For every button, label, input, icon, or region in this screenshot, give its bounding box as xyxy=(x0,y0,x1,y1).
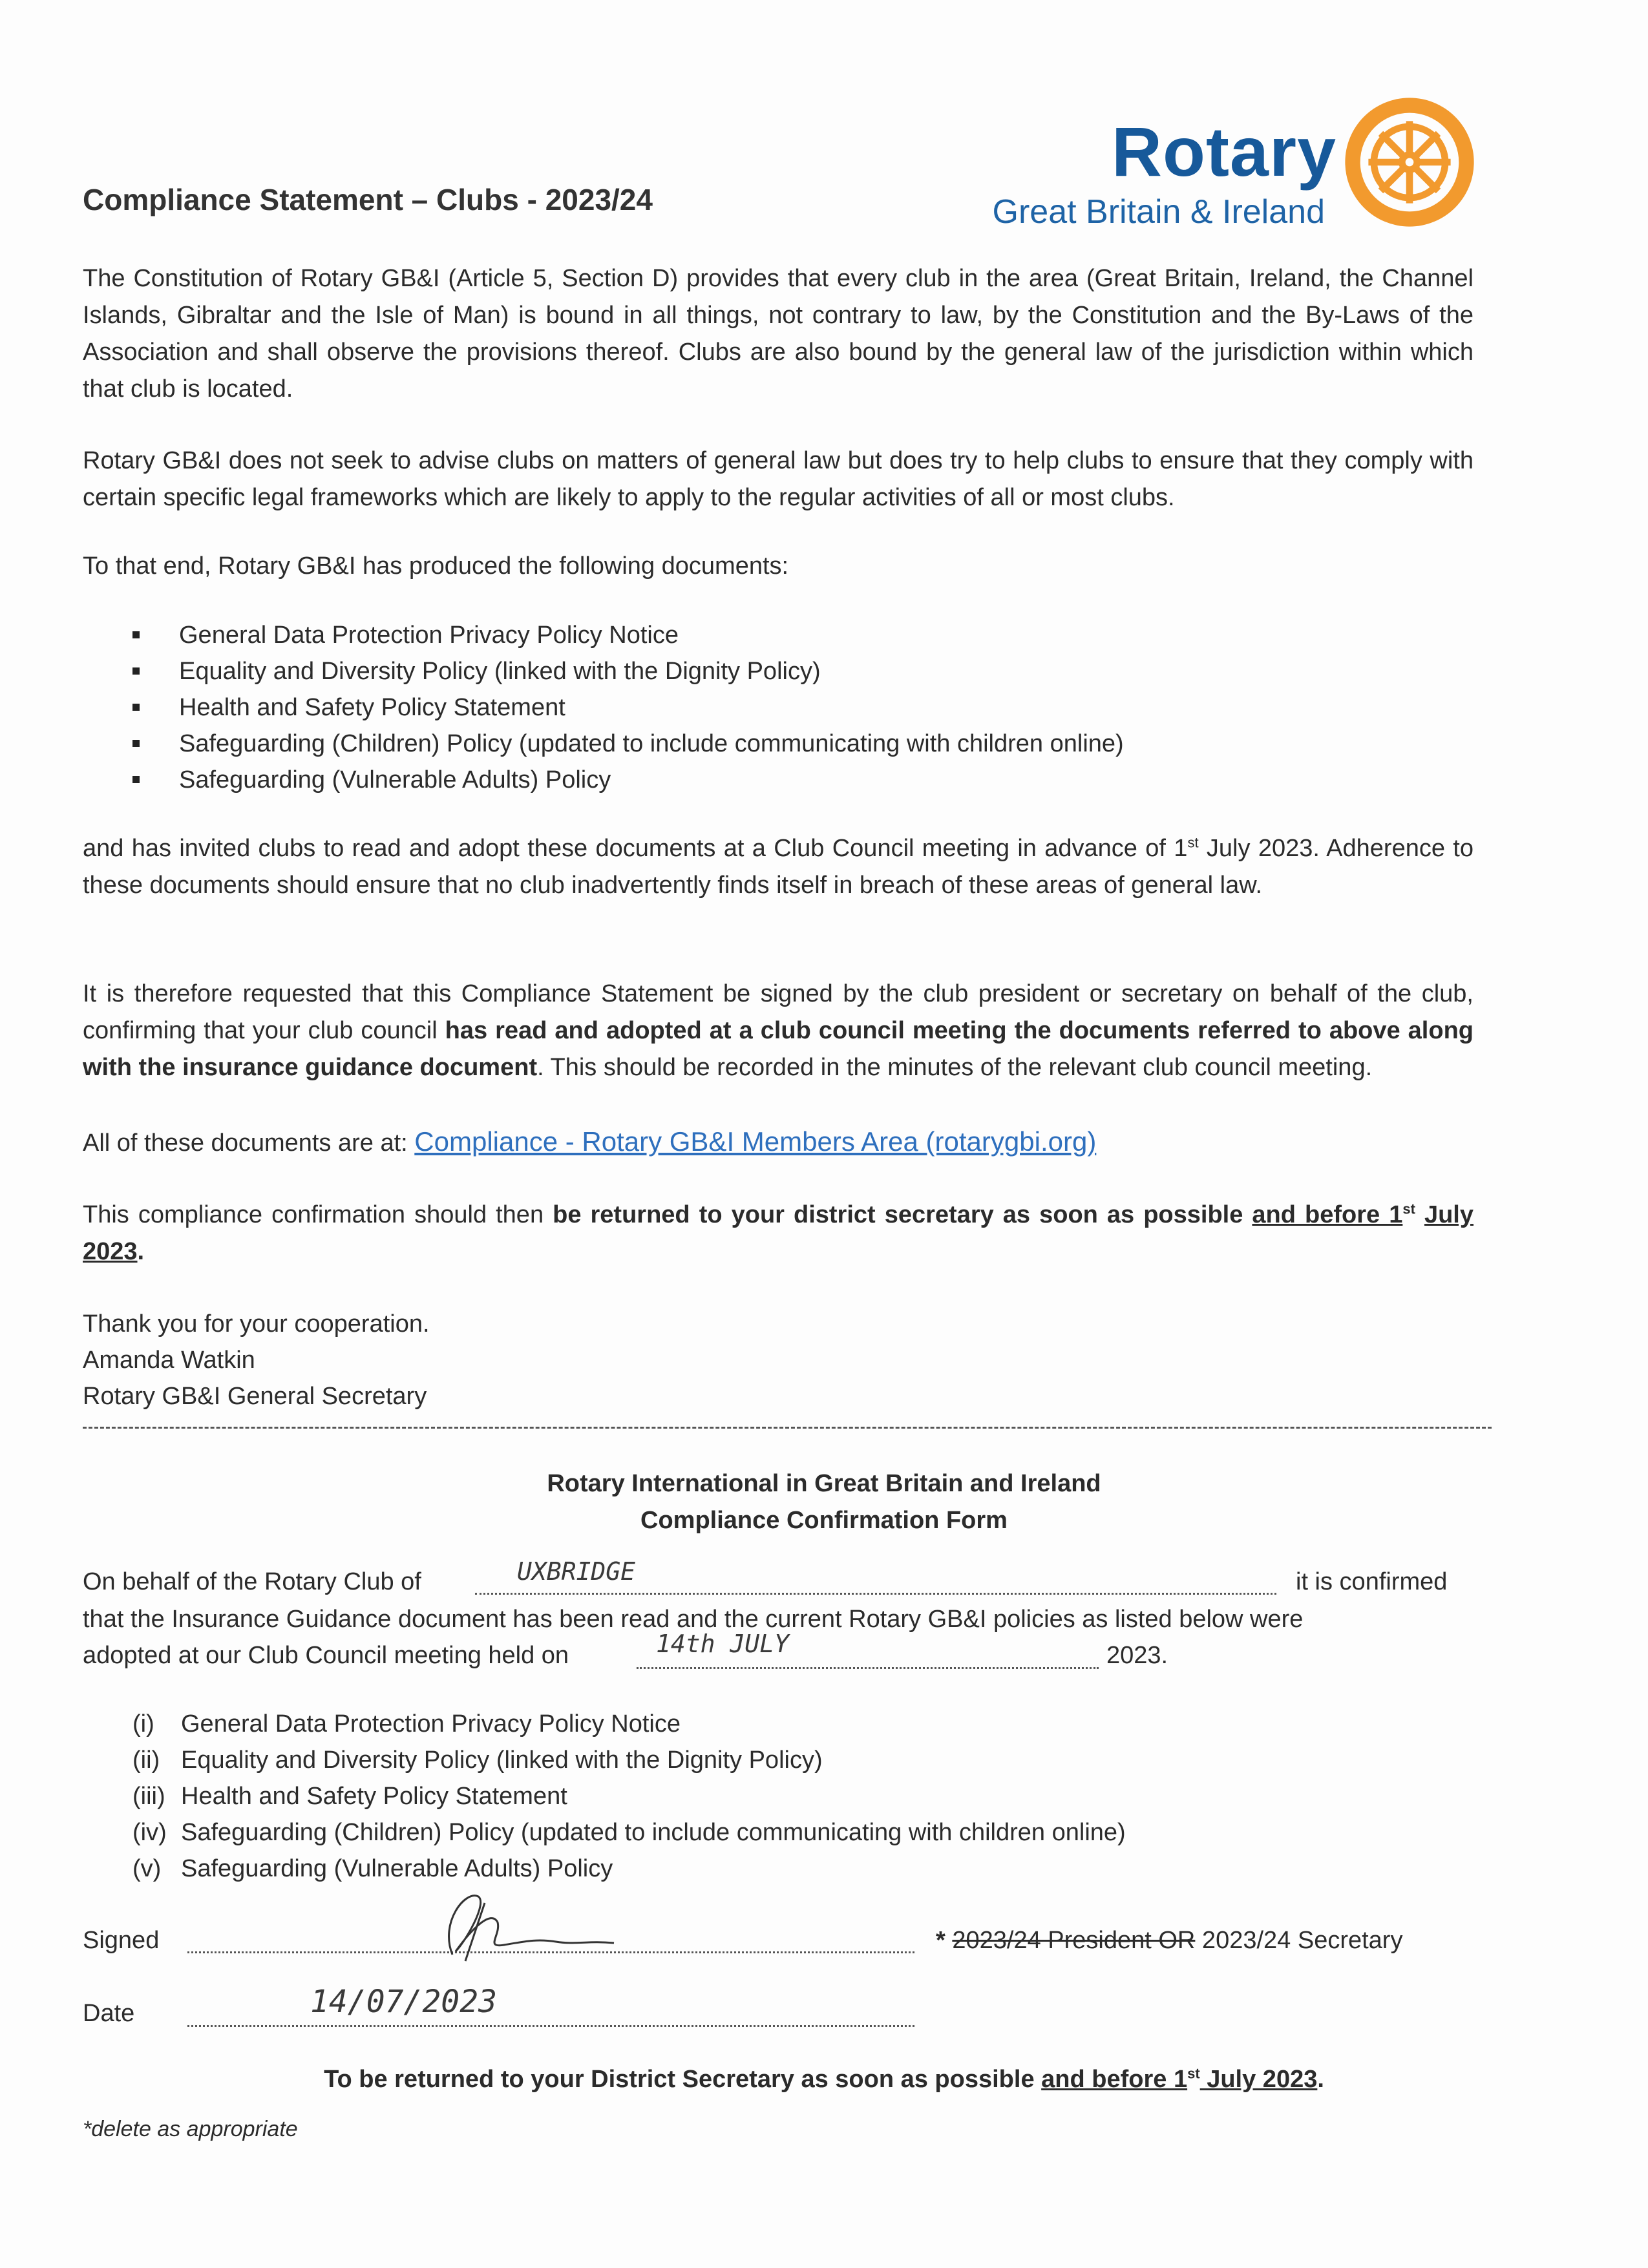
request-paragraph: It is therefore requested that this Compliance Statement be signed by the club president or secretary on behalf of the club, confirming that your club council has read and adopted at a club council meeting the documents referred to above along with the insurance guidance document. This should be recorded in the minutes of the relevant club council meeting. xyxy=(83,980,1474,1081)
compliance-link[interactable]: Compliance - Rotary GB&I Members Area (rotarygbi.org) xyxy=(414,1126,1097,1157)
return-note: This compliance confirmation should then be returned to your district secretary as soon as possible and before 1st July 2023. xyxy=(83,1201,1474,1265)
intro-paragraph-1: The Constitution of Rotary GB&I (Article 5, Section D) provides that every club in the area (Great Britain, Ireland, the Channel Islands, Gibraltar and the Isle of Man) is bound in all things, not contrary to law, by the Constitution and the By-Laws of the Association and shall observe the provisions thereof. Clubs are also bound by the general law of the jurisdiction within which that club is located. xyxy=(83,265,1474,403)
meeting-date-label: adopted at our Club Council meeting held on xyxy=(83,1642,569,1669)
signed-label: Signed xyxy=(83,1927,160,1954)
bullet-icon xyxy=(132,740,140,747)
bullet-icon xyxy=(132,631,140,638)
intro-paragraph-2: Rotary GB&I does not seek to advise clubs on matters of general law but does try to help clubs to ensure that they comply with certain specific legal frameworks which are likely to apply to the regular activities of all or most clubs. xyxy=(83,447,1474,511)
club-name-field[interactable]: UXBRIDGE xyxy=(517,1557,636,1586)
meeting-year: 2023. xyxy=(1106,1642,1168,1669)
rotary-logo-text: Rotary xyxy=(1112,112,1337,191)
signature-field[interactable] xyxy=(427,1884,633,1968)
form-line-2: that the Insurance Guidance document has been read and the current Rotary GB&I policies as listed below were xyxy=(83,1606,1304,1633)
behalf-label: On behalf of the Rotary Club of xyxy=(83,1568,421,1595)
rotary-logo-subtitle: Great Britain & Ireland xyxy=(992,193,1325,231)
signoff-name: Amanda Watkin xyxy=(83,1347,255,1374)
confirmed-label: it is confirmed xyxy=(1296,1568,1448,1595)
date-field[interactable]: 14/07/2023 xyxy=(310,1984,497,2020)
meeting-date-field[interactable]: 14th JULY xyxy=(656,1630,789,1658)
date-field-line xyxy=(187,2025,914,2027)
document-page: Compliance Statement – Clubs - 2023/24 Rotary Great Britain & Ireland The Constitution of Rotary GB&I (Article 5, Section D) provides that every club in the area (Great Britain, Ireland, the Channel Islands, Gibraltar and the Isle of Man) is bound in all things, not contrary to law, by the Constitution and the By-Laws of the Association and shall observe the provisions thereof. Clubs are also bound by the general law of the jurisdiction within which that club is located. Rotary GB&I does not seek to advise clubs on matters of general law but does try to help clubs to ensure that they comply with certain specific legal frameworks which are likely to apply to the regular activities of all or most clubs. To that end, Rotary GB&I has produced the following documents: General Data Protection Privacy Policy Notice Equality and Diversity Policy (linked with the Dignity Policy) Health and Safety Policy Statement Safeguarding (Children) Policy (updated to include communicating with children online) Safeguarding (Vulnerable Adults) Policy and has invited clubs to read and adopt these documents at a Club Council meeting in advance of 1st July 2023. Adherence to these documents should ensure that no club inadvertently finds itself in breach of these areas of general law. It is therefore requested that this Compliance Statement be signed by the club president or secretary on behalf of the club, confirming that your club council has read and adopted at a club council meeting the documents referred to above along with the insurance guidance document. This should be recorded in the minutes of the relevant club council meeting. All of these documents are at: Compliance - Rotary GB&I Members Area (rotarygbi.org) This compliance confirmation should then be returned to your district secretary as soon as possible and before 1st July 2023. Thank you for your cooperation. Amanda Watkin Rotary GB&I General Secretary Rotary International in Great Britain and Ireland Compliance Confirmation Form On behalf of the Rotary Club of UXBRIDGE it is confirmed that the Insurance Guidance document has been read and the current Rotary GB&I policies as listed below were adopted at our Club Council meeting held on 14th JULY 2023. (i) General Data Protection Privacy Policy Notice (ii) Equality and Diversity Policy (linked with the Dignity Policy) (iii) Health and Safety Policy Statement (iv) Safeguarding (Children) Policy (updated to include communicating with children online) (v) Safeguarding (Vulnerable Adults) Policy Signed * 2023/24 President OR 2023/24 Secretary Date 14/07/2023 To be returned to your District Secretary as soon as possible and before 1st July 2023. *delete as appropriate xyxy=(0,0,1648,2268)
return-instruction: To be returned to your District Secretary as soon as possible and before 1st July 2023. xyxy=(324,2065,1324,2093)
signoff-role: Rotary GB&I General Secretary xyxy=(83,1383,427,1410)
tear-off-divider xyxy=(83,1427,1492,1429)
secretary-option: 2023/24 Secretary xyxy=(1195,1927,1403,1954)
role-selection: * 2023/24 President OR 2023/24 Secretary xyxy=(936,1927,1403,1954)
date-label: Date xyxy=(83,2000,135,2027)
bullet-icon xyxy=(132,704,140,711)
invite-paragraph: and has invited clubs to read and adopt these documents at a Club Council meeting in advance of 1st July 2023. Adherence to these documents should ensure that no club inadvertently finds itself in breach of these areas of general law. xyxy=(83,834,1474,899)
club-name-field-line xyxy=(475,1593,1276,1595)
bullet-icon xyxy=(132,776,140,783)
form-heading-2: Compliance Confirmation Form xyxy=(640,1507,1008,1534)
page-title: Compliance Statement – Clubs - 2023/24 xyxy=(83,183,653,216)
bullet-icon xyxy=(132,667,140,675)
footnote: *delete as appropriate xyxy=(83,2117,298,2141)
rotary-wheel-icon xyxy=(1341,94,1478,231)
signoff-thanks: Thank you for your cooperation. xyxy=(83,1310,430,1338)
meeting-date-field-line xyxy=(637,1667,1099,1669)
intro-paragraph-3: To that end, Rotary GB&I has produced the following documents: xyxy=(83,552,789,580)
form-heading-1: Rotary International in Great Britain and Ireland xyxy=(547,1470,1101,1497)
president-option-struck: 2023/24 President OR xyxy=(952,1927,1196,1954)
documents-link-line: All of these documents are at: Compliance - Rotary GB&I Members Area (rotarygbi.org) xyxy=(83,1126,1097,1157)
